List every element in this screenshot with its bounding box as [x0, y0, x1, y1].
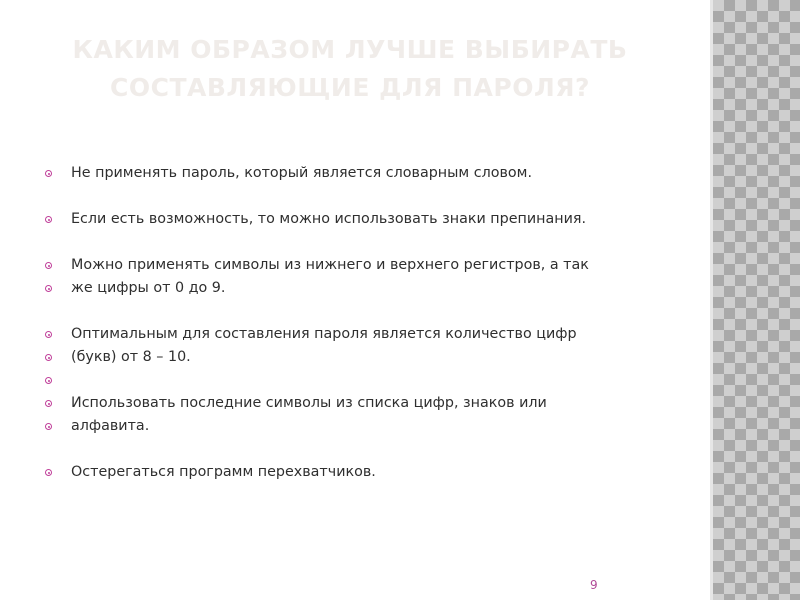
- bullet-icon: [45, 216, 52, 223]
- title-line: СОСТАВЛЯЮЩИЕ ДЛЯ ПАРОЛЯ?: [110, 73, 590, 102]
- bullet-icon: [45, 170, 52, 177]
- bullet-icon: [45, 354, 52, 361]
- decorative-pattern-strip: [713, 0, 800, 600]
- list-item-text: алфавита.: [71, 418, 150, 434]
- bullet-icon: [45, 331, 52, 338]
- bullet-icon: [45, 400, 52, 407]
- list-item-text: Не применять пароль, который является словарным словом.: [71, 165, 532, 181]
- bullet-icon: [45, 423, 52, 430]
- slide-title: [40, 31, 660, 107]
- page-number: 9: [590, 578, 598, 592]
- list-item-text: (букв) от 8 – 10.: [71, 349, 191, 365]
- list-spacer: [45, 231, 645, 254]
- list-item-text: Использовать последние символы из списка цифр, знаков или: [71, 395, 547, 411]
- list-spacer: [45, 185, 645, 208]
- list-item: [45, 392, 645, 415]
- bullet-icon: [45, 469, 52, 476]
- list-item: [45, 323, 645, 346]
- list-item: [45, 415, 645, 438]
- list-item: [45, 208, 645, 231]
- list-spacer: [45, 300, 645, 323]
- title-line: КАКИМ ОБРАЗОМ ЛУЧШЕ ВЫБИРАТЬ: [72, 35, 628, 64]
- bullet-icon: [45, 262, 52, 269]
- list-item: [45, 277, 645, 300]
- list-item: [45, 162, 645, 185]
- list-item-text: Остерегаться программ перехватчиков.: [71, 464, 376, 480]
- bullet-icon: [45, 285, 52, 292]
- list-item: [45, 369, 645, 392]
- list-item: [45, 254, 645, 277]
- list-item-text: же цифры от 0 до 9.: [71, 280, 226, 296]
- list-item: [45, 461, 645, 484]
- list-item-text: Оптимальным для составления пароля является количество цифр: [71, 326, 577, 342]
- bullet-icon: [45, 377, 52, 384]
- list-item: [45, 346, 645, 369]
- list-item-text: Если есть возможность, то можно использовать знаки препинания.: [71, 211, 587, 227]
- list-item-text: Можно применять символы из нижнего и верхнего регистров, а так: [71, 257, 589, 273]
- list-spacer: [45, 438, 645, 461]
- bullet-list: [45, 162, 645, 484]
